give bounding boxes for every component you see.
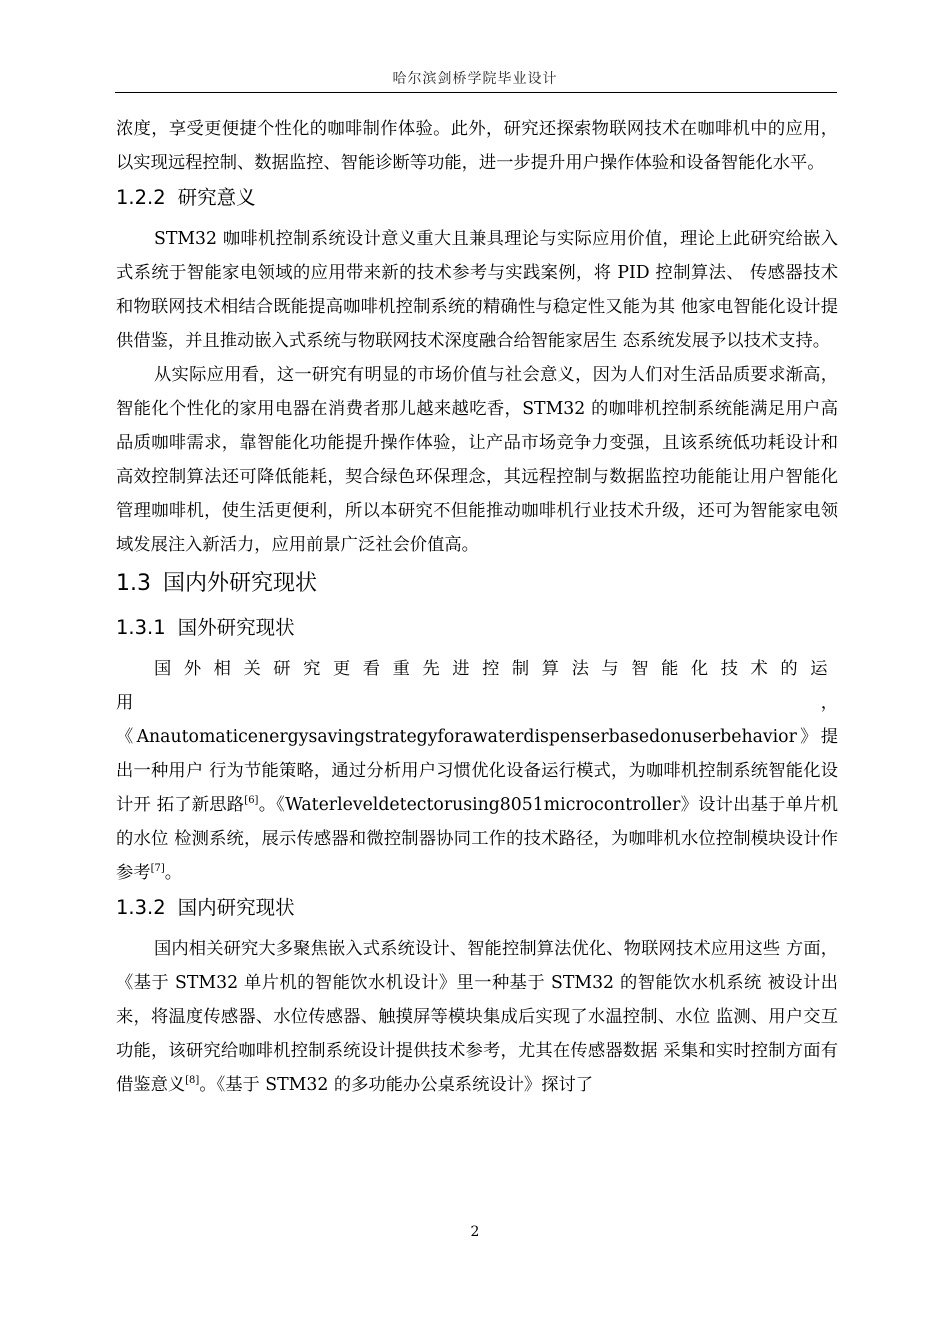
page-header-title: 哈尔滨剑桥学院毕业设计 [392,71,558,87]
section-heading-1-3-1 [116,610,838,652]
section-title: 国内外研究现状 [163,571,318,596]
header-divider [115,92,837,93]
section-title: 国外研究现状 [177,616,295,639]
paragraph-foreign-research [116,652,838,890]
citation-ref: [7] [150,863,165,874]
paragraph-line: 国外相关研究更看重先进控制算法与智能化技术的运用 [116,659,838,713]
paragraph-text: 。 [164,863,183,883]
section-title: 研究意义 [177,186,256,209]
citation-ref: [8] [185,1075,200,1086]
citation-ref: [6] [244,795,259,806]
section-number: 1.3.2 [116,896,166,919]
paragraph-text: 。《Waterleveldetectorusing8051microcontroller》设计出基于单片机的水位 检测系统，展示传感器和微控制器协同工作的技术路径，为咖啡机水位控制模块设计作 参考 [116,795,838,883]
section-heading-1-3-2 [116,890,838,932]
section-number: 1.2.2 [116,186,166,209]
section-heading-1-2-2 [116,180,838,222]
page-number: 2 [470,1224,480,1240]
section-title: 国内研究现状 [177,896,295,919]
paragraph-significance-practice: 从实际应用看，这一研究有明显的市场价值与社会意义，因为人们对生活品质要求渐高，智能化个性化的家用电器在消费者那儿越来越吃香，STM32 的咖啡机控制系统能满足用户高品质咖啡需求，靠智能化功能提升操作体验，让产品市场竞争力变强，且该系统低功耗设计和高效控制算法还可降低能耗，契合绿色环保理念，其远程控制与数据监控功能能让用户智能化管理咖啡机，使生活更便利，所以本研究不但能推动咖啡机行业技术升级，还可为智能家电领域发展注入新活力，应用前景广泛社会价值高。 [116,365,838,555]
section-number: 1.3 [116,571,151,596]
paragraph-text: 。《基于 STM32 的多功能办公桌系统设计》探讨了 [199,1075,594,1095]
paragraph-domestic-research [116,932,838,1102]
section-number: 1.3.1 [116,616,166,639]
paragraph-text: 国内相关研究大多聚焦嵌入式系统设计、智能控制算法优化、物联网技术应用这些 方面，《基于 STM32 单片机的智能饮水机设计》里一种基于 STM32 的智能饮水机系统 被设计出来，将温度传感器、水位传感器、触摸屏等模块集成后实现了水温控制、水位 监测、用户交互功能，该研究给咖啡机控制系统设计提供技术参考，尤其在传感器数据 采集和实时控制方面有借鉴意义 [116,939,838,1095]
paragraph-continuation: 浓度，享受更便捷个性化的咖啡制作体验。此外，研究还探索物联网技术在咖啡机中的应用，以实现远程控制、数据监控、智能诊断等功能，进一步提升用户操作体验和设备智能化水平。 [116,119,838,173]
paragraph-text: ，《Anautomaticenergysavingstrategyforawaterdispenserbasedonuserbehavior》提出一种用户 行为节能策略，通过分析用户习惯优化设备运行模式，为咖啡机控制系统智能化设计开 拓了新思路 [116,693,838,815]
document-body [116,112,838,1102]
paragraph-significance-theory: STM32 咖啡机控制系统设计意义重大且兼具理论与实际应用价值，理论上此研究给嵌入式系统于智能家电领域的应用带来新的技术参考与实践案例，将 PID 控制算法、 传感器技术和物联网技术相结合既能提高咖啡机控制系统的精确性与稳定性又能为其 他家电智能化设计提供借鉴，并且推动嵌入式系统与物联网技术深度融合给智能家居生 态系统发展予以技术支持。 [116,229,838,351]
section-heading-1-3 [116,562,838,610]
